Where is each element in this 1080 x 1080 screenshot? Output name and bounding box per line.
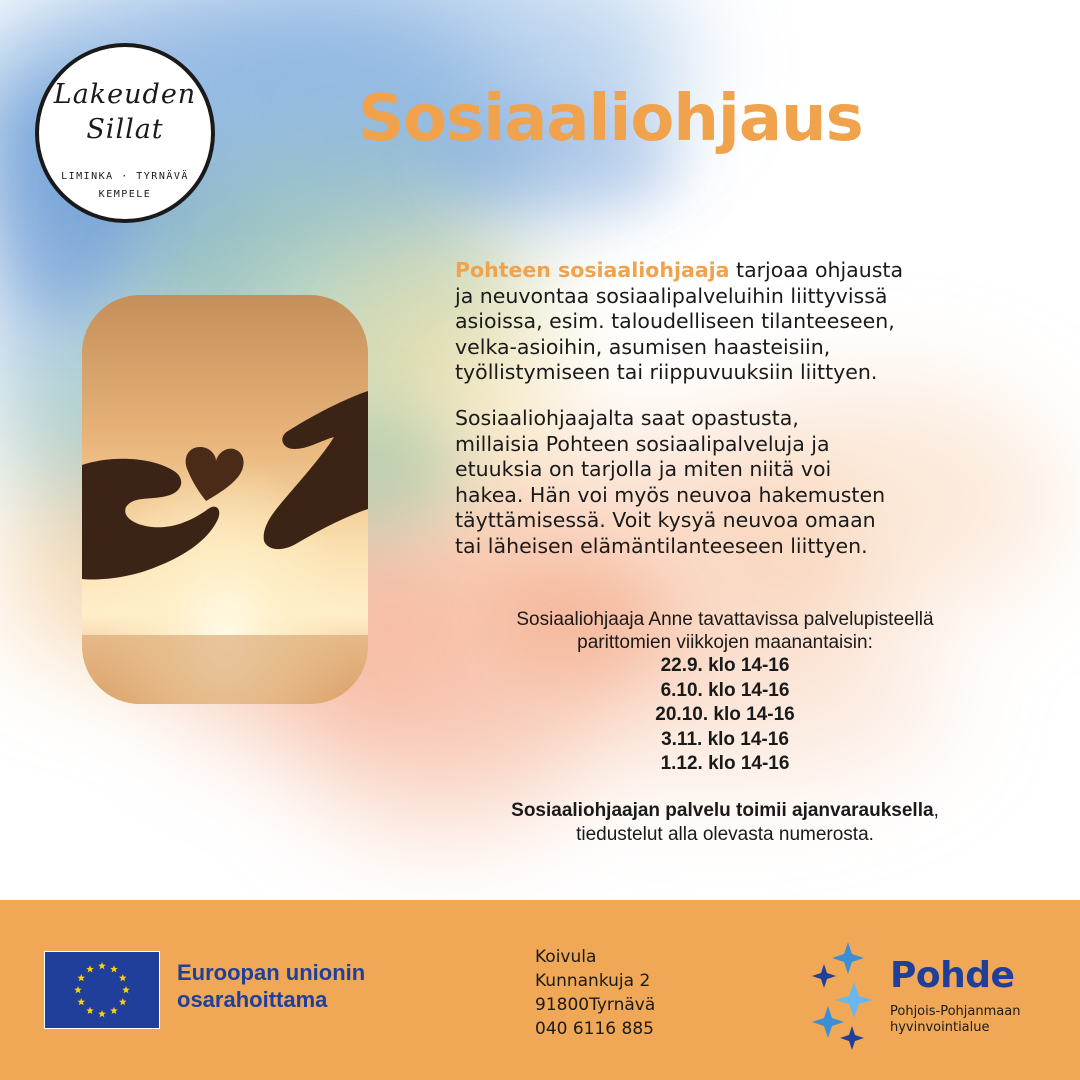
eu-star [86,1007,94,1014]
eu-text-line1: Euroopan unionin [177,960,366,985]
eu-star [110,965,118,972]
guidance-line: millaisia Pohteen sosiaalipalveluja ja [455,431,830,456]
intro-line-1-rest: tarjoaa ohjausta [729,258,904,282]
schedule-date: 22.9. klo 14-16 [660,655,790,676]
intro-line: velka-asioihin, asumisen haasteisiin, [455,334,831,359]
intro-line: työllistymiseen tai riippuvuuksiin liittyen. [455,360,878,384]
eu-star [98,1010,106,1017]
pohde-name: Pohde [890,955,1015,996]
note-comma: , [933,800,939,821]
note-bold: Sosiaaliohjaajan palvelu toimii ajanvarauksella [511,800,934,821]
hands-heart-sunset-photo [82,295,368,704]
note-line1 [511,800,939,821]
address-line: 91800Tyrnävä [535,995,656,1015]
schedule-date: 3.11. klo 14-16 [661,728,789,750]
phone-number: 040 6116 885 [535,1019,654,1039]
pohde-sub-line1: Pohjois-Pohjanmaan [890,1004,1021,1019]
logo-name-line2: Sillat [86,114,164,145]
intro-line-1 [455,258,1055,284]
eu-star [122,986,130,993]
pohde-subtitle [890,1004,1020,1036]
schedule-date: 1.12. klo 14-16 [660,753,790,774]
eu-star [77,998,85,1005]
guidance-paragraph [455,406,1055,559]
eu-text-line2: osarahoittama [177,987,328,1012]
eu-star [74,986,82,993]
guidance-line: etuuksia on tarjolla ja miten niitä voi [455,457,832,481]
address-block [535,945,655,1041]
pohde-star-icon [808,940,884,1052]
schedule-intro-line1: Sosiaaliohjaaja Anne tavattavissa palvelupisteellä [516,609,934,630]
schedule-intro-line2: parittomien viikkojen maanantaisin: [577,632,873,653]
intro-highlight: Pohteen sosiaaliohjaaja [455,258,730,282]
lakeuden-sillat-logo [35,43,215,223]
appointment-note [420,799,1030,847]
eu-star [98,962,106,969]
guidance-line: hakea. Hän voi myös neuvoa hakemusten [455,482,886,507]
note-line2: tiedustelut alla olevasta numerosta. [576,824,874,845]
guidance-line: Sosiaaliohjaajalta saat opastusta, [455,406,799,430]
footer [0,900,1080,1080]
pohde-sub-line2: hyvinvointialue [890,1020,990,1035]
intro-line: asioissa, esim. taloudelliseen tilanteeseen, [455,309,895,333]
eu-funding-text [177,959,365,1013]
address-line: Koivula [535,947,597,967]
schedule-date: 20.10. klo 14-16 [655,704,795,725]
guidance-line: täyttämisessä. Voit kysyä neuvoa omaan [455,508,876,532]
eu-star [119,998,127,1005]
eu-star [110,1007,118,1014]
logo-municipalities-line1: LIMINKA · TYRNÄVÄ [61,171,189,182]
schedule-section [420,608,1030,777]
eu-star [119,974,127,981]
eu-star [86,965,94,972]
eu-star [77,974,85,981]
intro-line: ja neuvontaa sosiaalipalveluihin liittyvissä [455,283,888,308]
page-title: Sosiaaliohjaus [358,82,863,156]
schedule-date: 6.10. klo 14-16 [660,679,790,701]
logo-name-line1: Lakeuden [53,79,197,110]
eu-flag-icon [44,951,160,1029]
intro-paragraph [455,258,1055,386]
logo-municipalities-line2: KEMPELE [98,189,152,200]
guidance-line: tai läheisen elämäntilanteeseen liittyen. [455,533,868,558]
address-line: Kunnankuja 2 [535,971,651,991]
